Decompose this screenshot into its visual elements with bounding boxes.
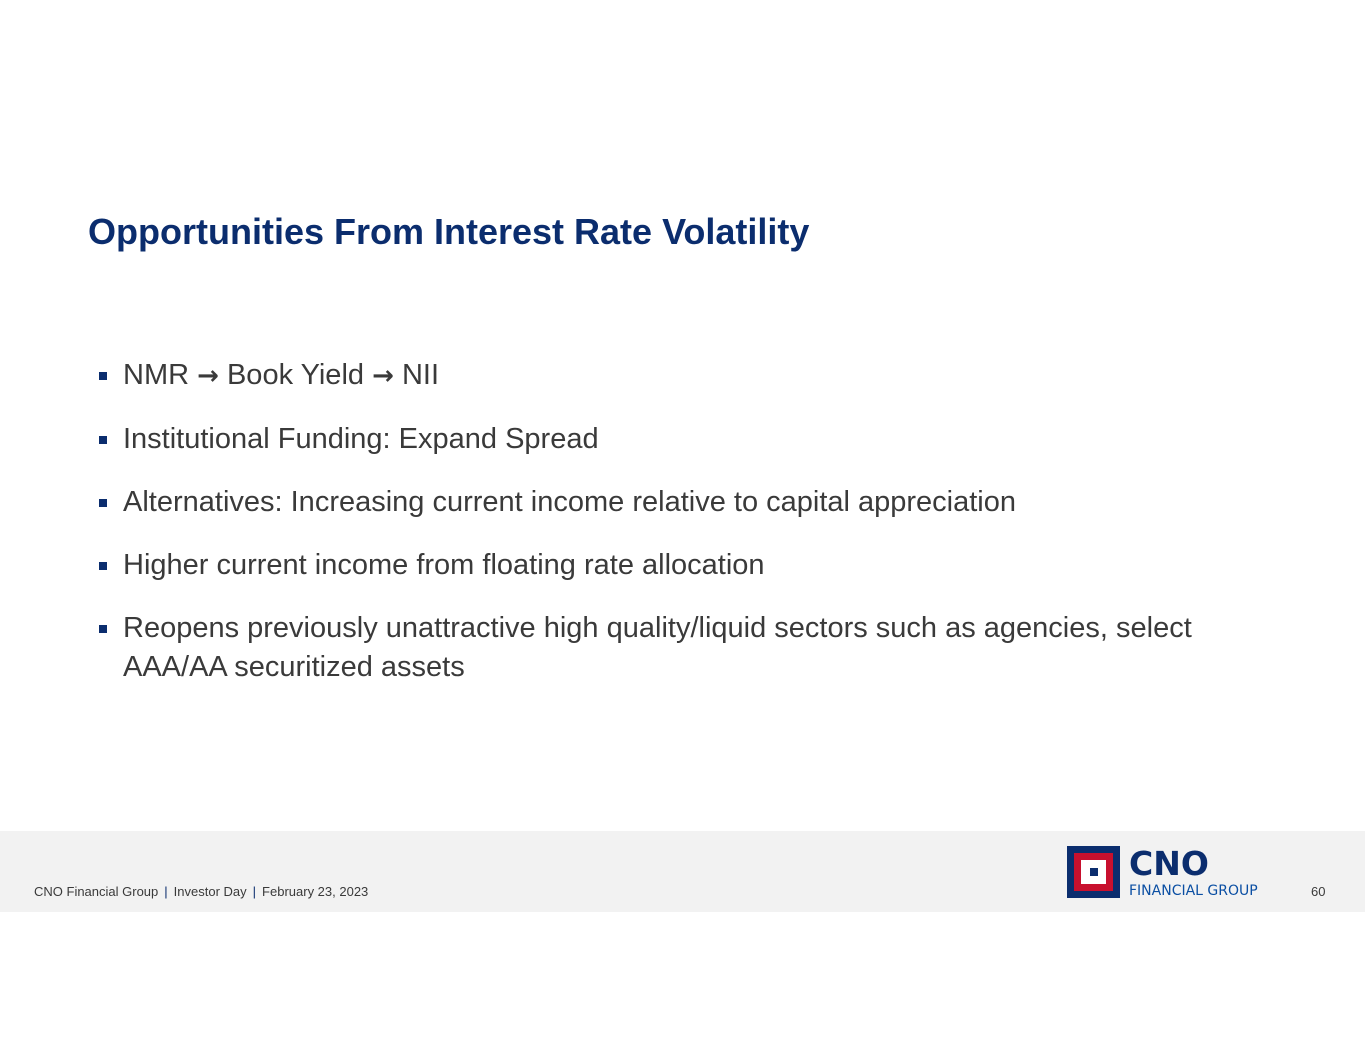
square-bullet-icon	[99, 562, 107, 570]
footer-separator: |	[164, 884, 168, 899]
slide-footer	[0, 831, 1365, 912]
bullet-text: Higher current income from floating rate allocation	[123, 549, 765, 581]
bullet-item-floating-rate	[98, 546, 1278, 585]
bullet-item-nmr	[98, 356, 1278, 396]
bullet-text-book-yield: Book Yield	[226, 359, 365, 391]
bullet-text-nmr: NMR	[123, 359, 190, 391]
slide-title: Opportunities From Interest Rate Volatility	[88, 211, 810, 252]
bullet-item-institutional-funding	[98, 420, 1278, 459]
square-bullet-icon	[99, 372, 107, 380]
square-bullet-icon	[99, 436, 107, 444]
footer-date: February 23, 2023	[262, 884, 369, 899]
footer-separator: |	[252, 884, 257, 899]
square-bullet-icon	[99, 499, 107, 507]
cno-logo	[1067, 846, 1277, 900]
bullet-text-nii: NII	[401, 359, 439, 391]
arrow-right-icon: →	[372, 361, 394, 391]
bullet-item-alternatives	[98, 483, 1278, 522]
arrow-right-icon: →	[197, 361, 219, 391]
footer-event: Investor Day	[173, 884, 247, 899]
square-bullet-icon	[99, 625, 107, 633]
bullet-text: Reopens previously unattractive high quality/liquid sectors such as agencies, select AAA/AA securitized assets	[123, 612, 1192, 683]
page-number: 60	[1311, 884, 1326, 899]
bullet-item-reopens-sectors	[98, 609, 1278, 687]
bullet-text: Alternatives: Increasing current income relative to capital appreciation	[123, 486, 1017, 518]
bullet-list	[98, 356, 1278, 711]
logo-wordmark: CNO	[1129, 844, 1209, 883]
bullet-text: Institutional Funding: Expand Spread	[123, 423, 599, 455]
footer-caption	[34, 884, 368, 899]
logo-subtitle: FINANCIAL GROUP	[1129, 883, 1258, 899]
footer-company: CNO Financial Group	[34, 884, 159, 899]
cno-logo-mark-icon	[1067, 846, 1120, 898]
